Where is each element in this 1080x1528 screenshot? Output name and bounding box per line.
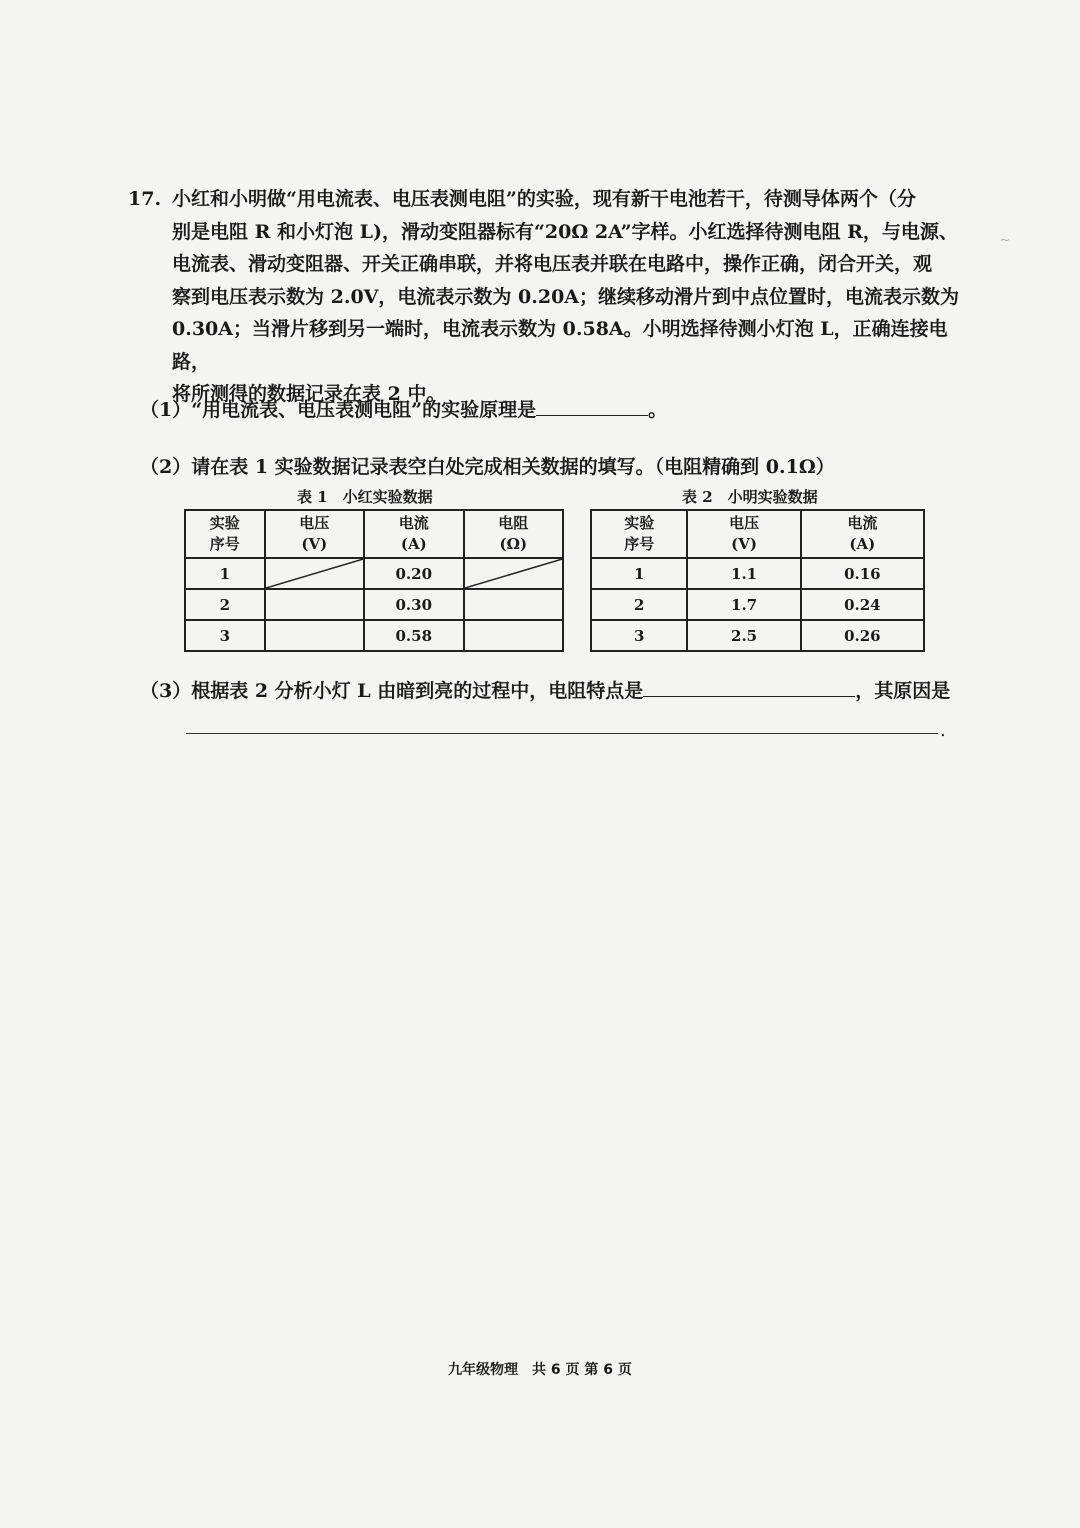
table1-caption: 表 1 小红实验数据: [297, 488, 433, 506]
table2-cell: 1.7: [687, 589, 800, 620]
table2-cell: 0.26: [801, 620, 924, 651]
table1-fill-cell[interactable]: [265, 589, 364, 620]
table2-header: 实验 序号: [591, 510, 687, 558]
question-line: 0.30A；当滑片移到另一端时，电流表示数为 0.58A。小明选择待测小灯泡 L，正确连接电路，: [172, 318, 948, 373]
sub-question-1-end: 。: [648, 399, 668, 421]
sub-question-2: [140, 452, 835, 479]
table-row: [185, 558, 563, 589]
stray-mark: ~: [1000, 233, 1011, 247]
table-row: [185, 589, 563, 620]
table1-fill-cell[interactable]: [464, 589, 563, 620]
table2-cell: 1.1: [687, 558, 800, 589]
table1-cell: 0.20: [364, 558, 464, 589]
question-line: 小红和小明做“用电流表、电压表测电阻”的实验，现有新干电池若干，待测导体两个（分: [172, 188, 916, 210]
question-line: 别是电阻 R 和小灯泡 L)，滑动变阻器标有“20Ω 2A”字样。小红选择待测电阻 R，与电源、: [172, 220, 958, 243]
table-row: [591, 620, 924, 651]
question-body: [172, 183, 978, 411]
table1-cell: 0.30: [364, 589, 464, 620]
question-number: 17.: [128, 188, 162, 210]
sub-question-1-text: （1）“用电流表、电压表测电阻”的实验原理是: [140, 399, 537, 421]
table2-cell: 0.16: [801, 558, 924, 589]
table2-cell: 1: [591, 558, 687, 589]
table1: [184, 509, 564, 652]
table1-cell: 3: [185, 620, 265, 651]
table1-crossed-cell: [464, 558, 563, 589]
table-row: [185, 620, 563, 651]
table2-cell: 2.5: [687, 620, 800, 651]
question-line: 将所测得的数据记录在表 2 中。: [172, 383, 446, 405]
table2-header: 电压 (V): [687, 510, 800, 558]
table2: [590, 509, 925, 652]
table1-fill-cell[interactable]: [464, 620, 563, 651]
answer-blank-3a[interactable]: [643, 678, 855, 697]
sub-question-3-text: （3）根据表 2 分析小灯 L 由暗到亮的过程中，电阻特点是: [140, 680, 644, 702]
sub-question-1: [140, 395, 667, 422]
question-line: 察到电压表示数为 2.0V，电流表示数为 0.20A；继续移动滑片到中点位置时，电流表示数为: [172, 285, 960, 308]
sub-question-2-text: （2）请在表 1 实验数据记录表空白处完成相关数据的填写。（电阻精确到 0.1Ω）: [140, 456, 835, 478]
table2-cell: 2: [591, 589, 687, 620]
table-row: [591, 558, 924, 589]
table1-cell: 2: [185, 589, 265, 620]
table1-header: 电流 (A): [364, 510, 464, 558]
table2-cell: 3: [591, 620, 687, 651]
sub-question-3: [140, 676, 950, 703]
question-17: [128, 183, 978, 411]
table2-cell: 0.24: [801, 589, 924, 620]
answer-blank-1[interactable]: [536, 397, 648, 416]
answer-blank-3b[interactable]: [186, 733, 938, 734]
sub-question-3-mid: ，其原因是: [855, 680, 951, 702]
table1-header: 电压 (V): [265, 510, 364, 558]
question-line: 电流表、滑动变阻器、开关正确串联，并将电压表并联在电路中，操作正确，闭合开关，观: [172, 253, 933, 275]
table1-header: 电阻 (Ω): [464, 510, 563, 558]
table-row: [591, 589, 924, 620]
table1-cell: 0.58: [364, 620, 464, 651]
table1-header: 实验 序号: [185, 510, 265, 558]
table1-cell: 1: [185, 558, 265, 589]
answer-end-mark: .: [940, 720, 946, 741]
table1-crossed-cell: [265, 558, 364, 589]
table1-fill-cell[interactable]: [265, 620, 364, 651]
table2-caption: 表 2 小明实验数据: [682, 488, 818, 506]
table2-header: 电流 (A): [801, 510, 924, 558]
page-footer: 九年级物理 共 6 页 第 6 页: [448, 1362, 632, 1378]
